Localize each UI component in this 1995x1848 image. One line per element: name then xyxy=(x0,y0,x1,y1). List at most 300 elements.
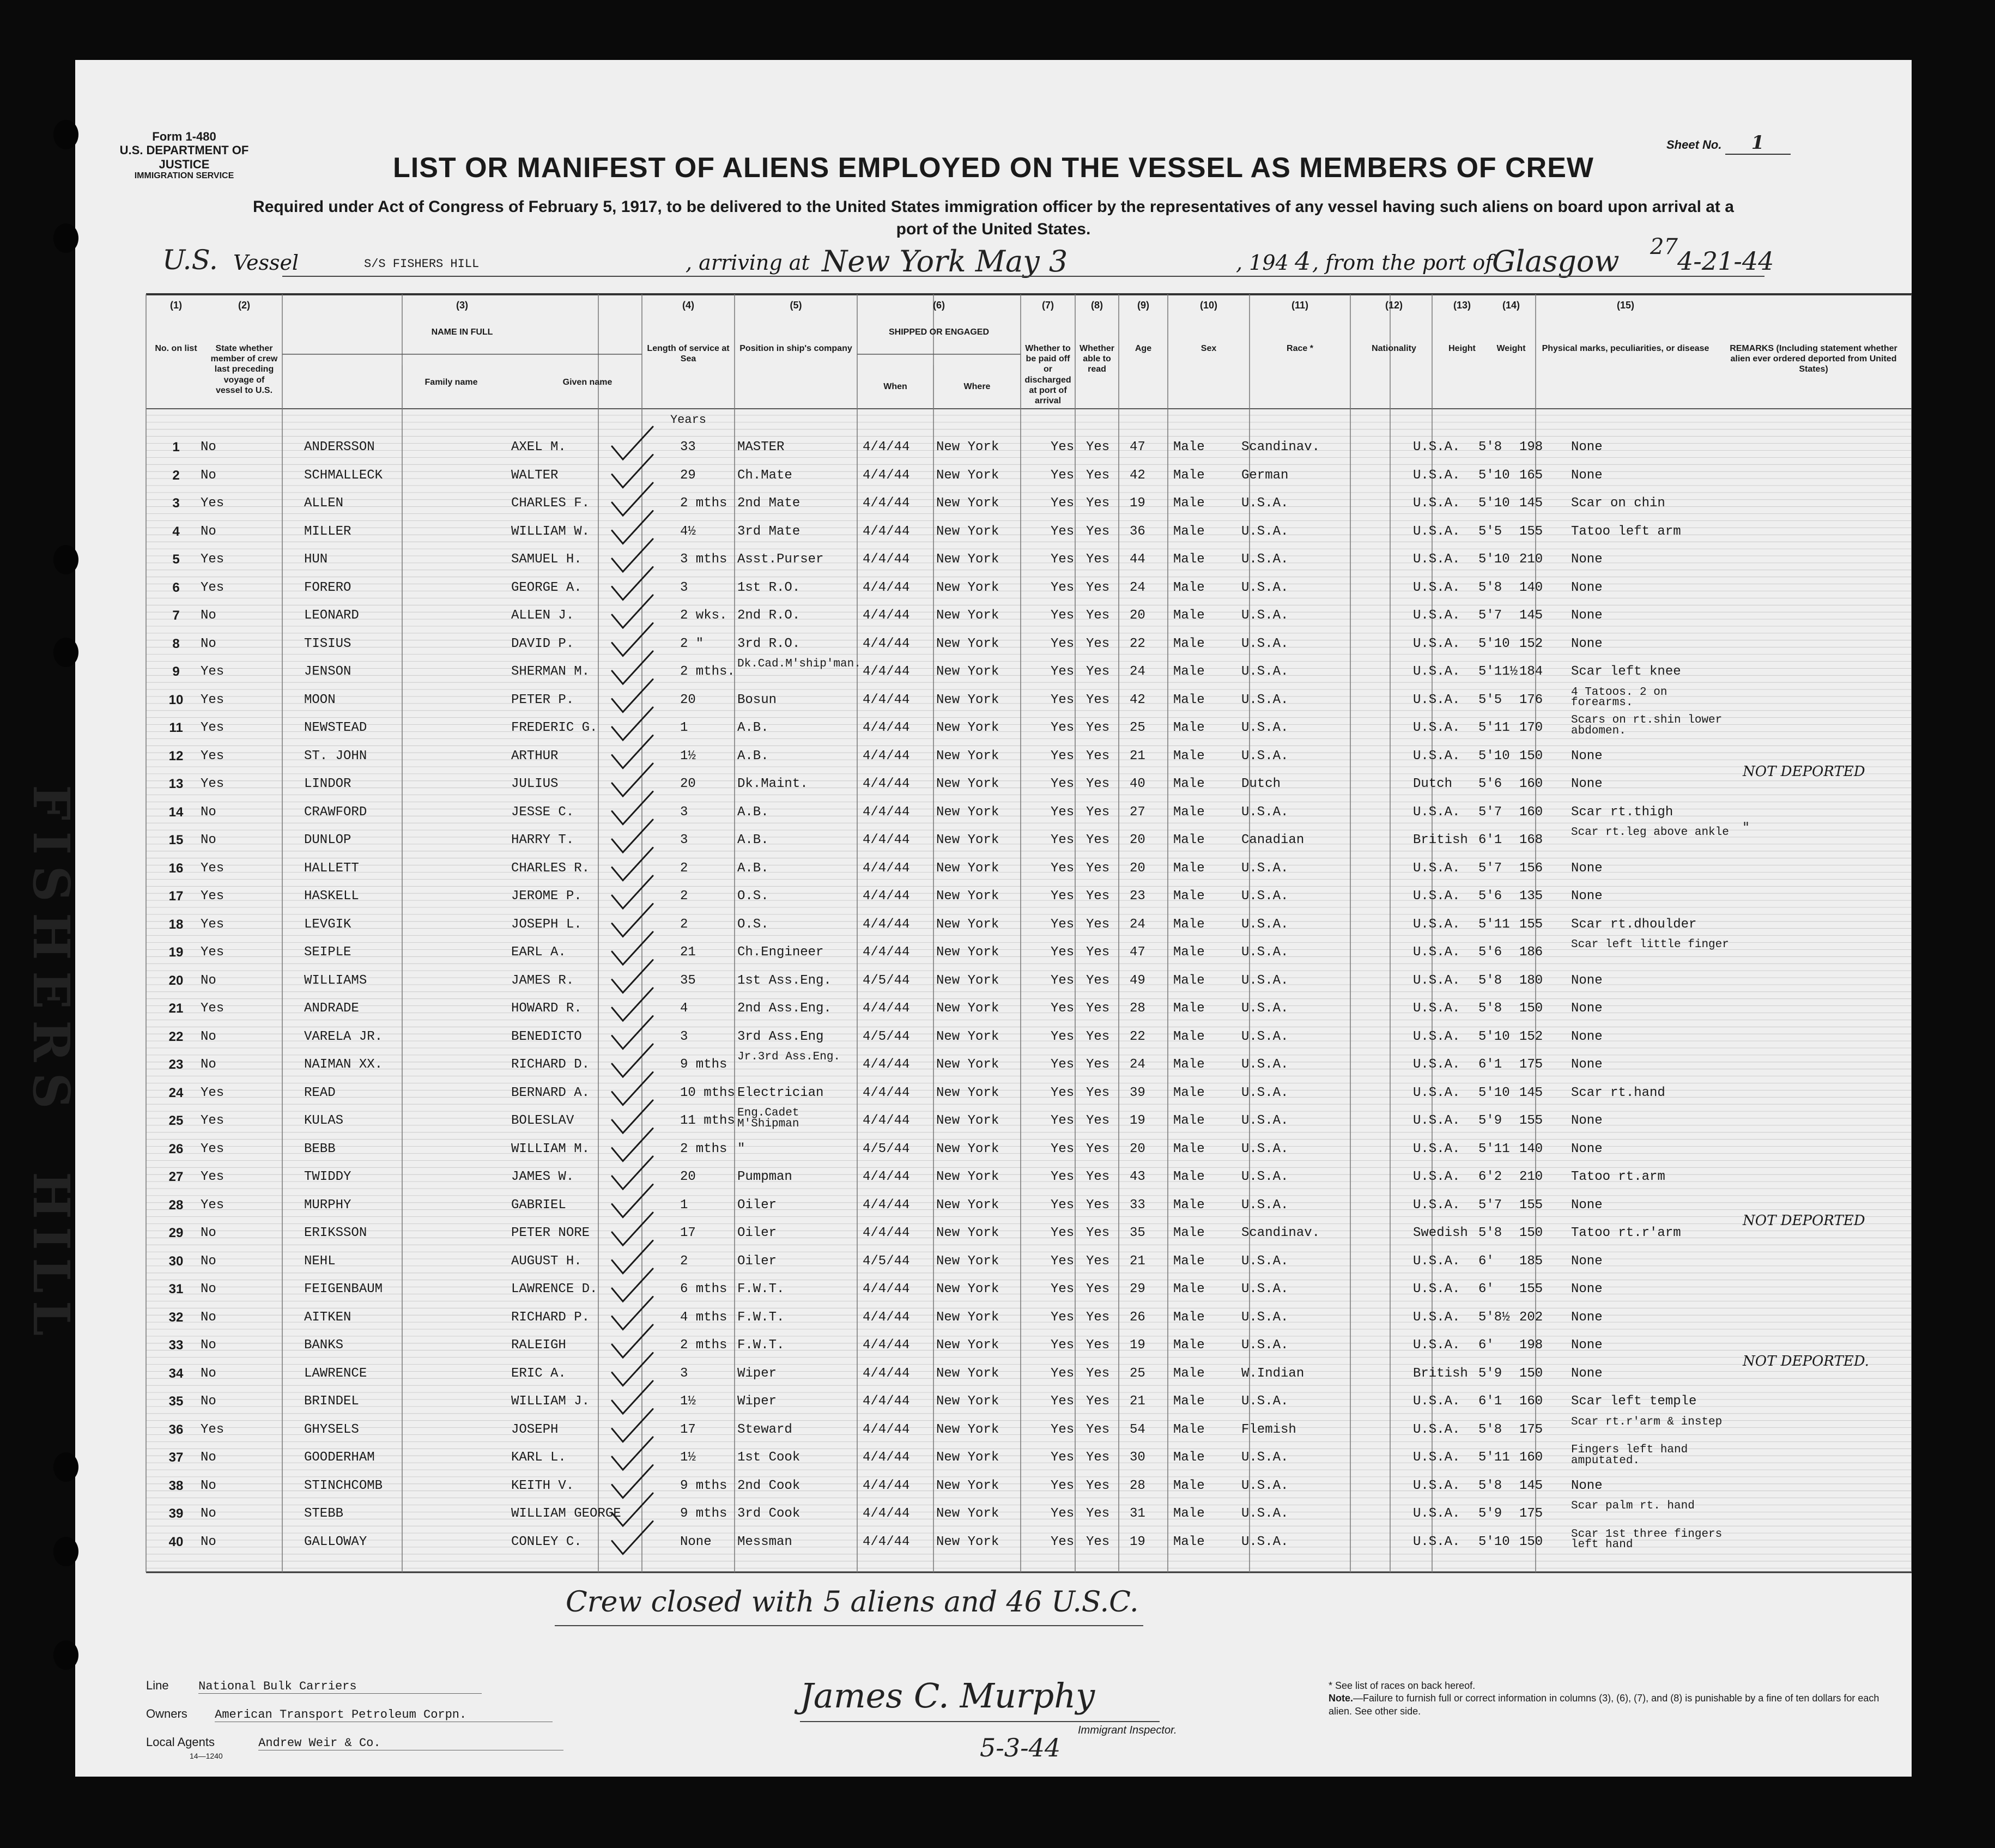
physical-marks: Scar 1st three fingers left hand xyxy=(1571,1528,1723,1552)
sheet-label: Sheet No. xyxy=(1666,138,1722,152)
nationality: U.S.A. xyxy=(1413,1170,1460,1184)
row-number: 37 xyxy=(168,1450,184,1465)
paid-off: Yes xyxy=(1051,1085,1075,1100)
shipped-when: 4/4/44 xyxy=(863,1170,910,1184)
service-length: 2 " xyxy=(680,636,704,651)
column-number: (6) xyxy=(933,300,945,311)
prev-voyage: Yes xyxy=(201,861,225,876)
row-number: 17 xyxy=(168,889,184,904)
physical-marks: Scar left knee xyxy=(1571,664,1681,679)
height: 5'9 xyxy=(1478,1113,1502,1128)
shipped-when: 4/4/44 xyxy=(863,1085,910,1100)
sex: Male xyxy=(1173,1197,1205,1213)
service-length: 4 mths xyxy=(680,1310,727,1325)
shipped-when: 4/4/44 xyxy=(863,720,910,735)
sex: Male xyxy=(1173,1310,1205,1325)
agents-field xyxy=(146,1735,563,1750)
shipped-where: New York xyxy=(936,1282,999,1296)
shipped-where: New York xyxy=(936,692,999,707)
age: 25 xyxy=(1130,1366,1145,1381)
age: 25 xyxy=(1130,720,1145,735)
prev-voyage: No xyxy=(201,804,216,820)
nationality: U.S.A. xyxy=(1413,973,1460,988)
paid-off: Yes xyxy=(1051,1282,1075,1296)
nationality: U.S.A. xyxy=(1413,580,1460,595)
given-name: JOSEPH xyxy=(511,1422,559,1437)
physical-marks: Scars on rt.shin lower abdomen. xyxy=(1571,714,1723,737)
weight: 184 xyxy=(1519,664,1543,679)
weight: 155 xyxy=(1519,1113,1543,1128)
family-name: MILLER xyxy=(304,524,351,539)
sex: Male xyxy=(1173,1534,1205,1549)
row-number: 40 xyxy=(168,1534,184,1549)
paid-off: Yes xyxy=(1051,1141,1075,1156)
paid-off: Yes xyxy=(1051,1029,1075,1044)
service-length: 20 xyxy=(680,777,696,791)
physical-marks: None xyxy=(1571,973,1603,988)
weight: 150 xyxy=(1519,1366,1543,1381)
service-length: 9 mths xyxy=(680,1478,727,1493)
given-name: CHARLES R. xyxy=(511,861,590,876)
shipped-where: New York xyxy=(936,720,999,735)
sex: Male xyxy=(1173,1394,1205,1409)
nationality: U.S.A. xyxy=(1413,1113,1460,1128)
check-mark xyxy=(612,988,653,1021)
able-to-read: Yes xyxy=(1086,748,1110,764)
service-length: 3 xyxy=(680,1366,688,1381)
physical-marks: None xyxy=(1571,1253,1603,1269)
row-number: 1 xyxy=(172,440,180,455)
able-to-read: Yes xyxy=(1086,496,1110,511)
shipped-where: New York xyxy=(936,833,999,847)
column-number: (4) xyxy=(682,300,694,311)
prev-voyage: Yes xyxy=(201,748,225,764)
height: 5'10 xyxy=(1478,496,1510,511)
physical-marks: Scar left little finger xyxy=(1571,938,1729,951)
check-mark xyxy=(612,595,653,628)
nationality: U.S.A. xyxy=(1413,524,1460,539)
position: Dk.Cad.M'ship'man. xyxy=(737,658,861,670)
position: F.W.T. xyxy=(737,1282,785,1296)
shipped-where: New York xyxy=(936,1170,999,1184)
shipped-when: 4/4/44 xyxy=(863,777,910,791)
service-length: 1 xyxy=(680,1197,688,1213)
position: Jr.3rd Ass.Eng. xyxy=(737,1051,841,1063)
shipped-when: 4/4/44 xyxy=(863,917,910,932)
check-mark xyxy=(612,960,653,993)
prev-voyage: No xyxy=(201,1450,216,1465)
race: U.S.A. xyxy=(1241,1450,1289,1465)
prev-voyage: No xyxy=(201,1057,216,1072)
service-length: 9 mths xyxy=(680,1506,727,1521)
row-number: 19 xyxy=(168,945,184,960)
column-header: NAME IN FULL xyxy=(431,328,493,337)
check-mark xyxy=(612,427,653,459)
row-number: 14 xyxy=(168,804,184,820)
row-number: 23 xyxy=(168,1057,184,1072)
port-date: 4-21-44 xyxy=(1677,246,1774,276)
prev-voyage: No xyxy=(201,1226,216,1240)
nationality: U.S.A. xyxy=(1413,664,1460,679)
service-length: 1½ xyxy=(680,748,696,764)
column-header: Nationality xyxy=(1372,344,1416,353)
paid-off: Yes xyxy=(1051,1197,1075,1213)
given-name: JESSE C. xyxy=(511,804,574,820)
shipped-when: 4/4/44 xyxy=(863,1366,910,1381)
family-name: SCHMALLECK xyxy=(304,468,383,483)
height: 5'5 xyxy=(1478,692,1502,707)
shipped-where: New York xyxy=(936,1085,999,1100)
shipped-when: 4/4/44 xyxy=(863,804,910,820)
check-mark xyxy=(612,483,653,516)
row-number: 16 xyxy=(168,861,184,876)
height: 5'10 xyxy=(1478,1085,1510,1100)
column-number: (14) xyxy=(1502,300,1520,311)
shipped-where: New York xyxy=(936,1310,999,1325)
nationality: U.S.A. xyxy=(1413,1310,1460,1325)
check-mark xyxy=(612,820,653,852)
service-length: 33 xyxy=(680,440,696,455)
weight: 150 xyxy=(1519,1534,1543,1549)
check-mark xyxy=(612,1269,653,1301)
column-header: Sex xyxy=(1200,344,1217,353)
weight: 152 xyxy=(1519,1029,1543,1044)
shipped-when: 4/4/44 xyxy=(863,1534,910,1549)
given-name: WILLIAM GEORGE xyxy=(511,1506,621,1521)
check-mark xyxy=(612,511,653,544)
service-length: 35 xyxy=(680,973,696,988)
age: 24 xyxy=(1130,1057,1145,1072)
paid-off: Yes xyxy=(1051,1506,1075,1521)
nationality: U.S.A. xyxy=(1413,552,1460,567)
race: W.Indian xyxy=(1241,1366,1305,1381)
family-name: READ xyxy=(304,1085,336,1100)
given-name: FREDERIC G. xyxy=(511,720,598,735)
given-name: RALEIGH xyxy=(511,1338,566,1353)
shipped-where: New York xyxy=(936,468,999,483)
able-to-read: Yes xyxy=(1086,1478,1110,1493)
remarks: " xyxy=(1743,820,1749,836)
family-name: KULAS xyxy=(304,1113,344,1128)
weight: 156 xyxy=(1519,861,1543,876)
prev-voyage: No xyxy=(201,1394,216,1409)
prev-voyage: Yes xyxy=(201,1001,225,1016)
service-length: 2 xyxy=(680,1253,688,1269)
height: 5'8 xyxy=(1478,1478,1502,1493)
nationality: U.S.A. xyxy=(1413,748,1460,764)
paid-off: Yes xyxy=(1051,1253,1075,1269)
height: 5'11 xyxy=(1478,917,1510,932)
sex: Male xyxy=(1173,664,1205,679)
shipped-when: 4/4/44 xyxy=(863,580,910,595)
able-to-read: Yes xyxy=(1086,889,1110,904)
physical-marks: None xyxy=(1571,1282,1603,1296)
shipped-where: New York xyxy=(936,861,999,876)
paid-off: Yes xyxy=(1051,664,1075,679)
prev-voyage: Yes xyxy=(201,552,225,567)
paid-off: Yes xyxy=(1051,973,1075,988)
height: 5'6 xyxy=(1478,945,1502,960)
given-name: JULIUS xyxy=(511,777,559,791)
weight: 160 xyxy=(1519,777,1543,791)
row-number: 15 xyxy=(168,833,184,847)
paid-off: Yes xyxy=(1051,861,1075,876)
age: 22 xyxy=(1130,636,1145,651)
nationality: U.S.A. xyxy=(1413,1338,1460,1353)
race: U.S.A. xyxy=(1241,1478,1289,1493)
service-length: 2 mths xyxy=(680,1141,727,1156)
age: 24 xyxy=(1130,580,1145,595)
nationality: U.S.A. xyxy=(1413,1282,1460,1296)
sex: Male xyxy=(1173,861,1205,876)
shipped-where: New York xyxy=(936,945,999,960)
family-name: JENSON xyxy=(304,664,351,679)
shipped-where: New York xyxy=(936,1394,999,1409)
sex: Male xyxy=(1173,1422,1205,1437)
weight: 140 xyxy=(1519,580,1543,595)
sex: Male xyxy=(1173,748,1205,764)
owners-field xyxy=(146,1707,553,1722)
shipped-when: 4/5/44 xyxy=(863,1141,910,1156)
position: A.B. xyxy=(737,748,769,764)
able-to-read: Yes xyxy=(1086,1450,1110,1465)
column-header: Whether to be paid off or discharged at port of arrival xyxy=(1024,344,1071,405)
position: 3rd Ass.Eng xyxy=(737,1029,824,1044)
check-mark xyxy=(612,1073,653,1105)
column-number: (8) xyxy=(1091,300,1103,311)
prev-voyage: No xyxy=(201,973,216,988)
age: 21 xyxy=(1130,1394,1145,1409)
weight: 140 xyxy=(1519,1141,1543,1156)
sex: Male xyxy=(1173,1170,1205,1184)
weight: 186 xyxy=(1519,945,1543,960)
position: Wiper xyxy=(737,1366,777,1381)
height: 5'7 xyxy=(1478,608,1502,623)
race: U.S.A. xyxy=(1241,1338,1289,1353)
height: 5'7 xyxy=(1478,1197,1502,1213)
weight: 135 xyxy=(1519,889,1543,904)
service-length: 3 xyxy=(680,1029,688,1044)
prev-voyage: Yes xyxy=(201,580,225,595)
height: 5'8 xyxy=(1478,1422,1502,1437)
height: 6' xyxy=(1478,1282,1494,1296)
prev-voyage: Yes xyxy=(201,720,225,735)
able-to-read: Yes xyxy=(1086,1001,1110,1016)
paid-off: Yes xyxy=(1051,580,1075,595)
given-name: ERIC A. xyxy=(511,1366,566,1381)
shipped-where: New York xyxy=(936,889,999,904)
shipped-where: New York xyxy=(936,973,999,988)
age: 54 xyxy=(1130,1422,1145,1437)
given-name: JOSEPH L. xyxy=(511,917,582,932)
row-number: 29 xyxy=(168,1226,184,1240)
age: 42 xyxy=(1130,692,1145,707)
prev-voyage: No xyxy=(201,1282,216,1296)
arriving-value: New York May 3 xyxy=(822,244,1068,278)
column-header: State whether member of crew last preceding voyage of vessel to U.S. xyxy=(210,344,278,395)
prev-voyage: No xyxy=(201,1478,216,1493)
shipped-when: 4/4/44 xyxy=(863,1197,910,1213)
check-mark xyxy=(612,1156,653,1189)
family-name: AITKEN xyxy=(304,1310,351,1325)
position: O.S. xyxy=(737,917,769,932)
height: 5'8 xyxy=(1478,1001,1502,1016)
position: Asst.Purser xyxy=(737,552,824,567)
sex: Male xyxy=(1173,1253,1205,1269)
row-number: 2 xyxy=(172,468,180,483)
row-number: 9 xyxy=(172,664,180,679)
prev-voyage: No xyxy=(201,636,216,651)
nationality: U.S.A. xyxy=(1413,861,1460,876)
races-note: * See list of races on back hereof. xyxy=(1329,1680,1476,1691)
check-mark xyxy=(612,932,653,965)
remarks: NOT DEPORTED. xyxy=(1743,1353,1869,1370)
year-label: , 194 xyxy=(1236,251,1289,275)
weight: 145 xyxy=(1519,608,1543,623)
family-name: LINDOR xyxy=(304,777,351,791)
age: 28 xyxy=(1130,1478,1145,1493)
able-to-read: Yes xyxy=(1086,1534,1110,1549)
age: 21 xyxy=(1130,748,1145,764)
prev-voyage: Yes xyxy=(201,1113,225,1128)
physical-marks: None xyxy=(1571,777,1603,791)
age: 30 xyxy=(1130,1450,1145,1465)
service-length: 2 mths. xyxy=(680,664,735,679)
row-number: 30 xyxy=(168,1253,184,1269)
shipped-where: New York xyxy=(936,804,999,820)
race: U.S.A. xyxy=(1241,973,1289,988)
given-name: JEROME P. xyxy=(511,889,582,904)
able-to-read: Yes xyxy=(1086,580,1110,595)
shipped-when: 4/4/44 xyxy=(863,1310,910,1325)
able-to-read: Yes xyxy=(1086,1141,1110,1156)
year-value: 4 xyxy=(1295,246,1311,276)
column-number: (15) xyxy=(1616,300,1634,311)
family-name: LEONARD xyxy=(304,608,359,623)
shipped-where: New York xyxy=(936,1113,999,1128)
race: Scandinav. xyxy=(1241,1226,1320,1240)
position: F.W.T. xyxy=(737,1338,785,1353)
given-name: PETER NORE xyxy=(511,1226,590,1240)
row-number: 35 xyxy=(168,1394,184,1409)
physical-marks: None xyxy=(1571,889,1603,904)
paid-off: Yes xyxy=(1051,636,1075,651)
check-mark xyxy=(612,1437,653,1470)
given-name: AXEL M. xyxy=(511,440,566,455)
vessel-label: Vessel xyxy=(233,251,299,275)
able-to-read: Yes xyxy=(1086,664,1110,679)
check-mark xyxy=(612,539,653,572)
remarks: NOT DEPORTED xyxy=(1743,1213,1865,1229)
prev-voyage: Yes xyxy=(201,1422,225,1437)
race: U.S.A. xyxy=(1241,1310,1289,1325)
family-name: MURPHY xyxy=(304,1197,351,1213)
shipped-when: 4/4/44 xyxy=(863,692,910,707)
position: Messman xyxy=(737,1534,792,1549)
race: U.S.A. xyxy=(1241,580,1289,595)
able-to-read: Yes xyxy=(1086,692,1110,707)
shipped-where: New York xyxy=(936,664,999,679)
row-number: 7 xyxy=(172,608,180,623)
race: U.S.A. xyxy=(1241,861,1289,876)
physical-marks: Scar rt.hand xyxy=(1571,1085,1665,1100)
position: 3rd Mate xyxy=(737,524,801,539)
height: 5'11 xyxy=(1478,720,1510,735)
weight: 176 xyxy=(1519,692,1543,707)
sex: Male xyxy=(1173,917,1205,932)
column-number: (12) xyxy=(1385,300,1403,311)
prev-voyage: No xyxy=(201,1029,216,1044)
nationality: U.S.A. xyxy=(1413,1085,1460,1100)
shipped-when: 4/4/44 xyxy=(863,833,910,847)
weight: 145 xyxy=(1519,1085,1543,1100)
prev-voyage: Yes xyxy=(201,496,225,511)
physical-marks: Tatoo rt.r'arm xyxy=(1571,1226,1681,1240)
physical-marks: None xyxy=(1571,1197,1603,1213)
height: 5'10 xyxy=(1478,1029,1510,1044)
shipped-where: New York xyxy=(936,1141,999,1156)
family-name: FORERO xyxy=(304,580,351,595)
able-to-read: Yes xyxy=(1086,1226,1110,1240)
shipped-where: New York xyxy=(936,748,999,764)
age: 28 xyxy=(1130,1001,1145,1016)
position: Eng.Cadet M'Shipman xyxy=(737,1107,799,1130)
prev-voyage: Yes xyxy=(201,664,225,679)
able-to-read: Yes xyxy=(1086,524,1110,539)
height: 5'7 xyxy=(1478,804,1502,820)
age: 19 xyxy=(1130,1534,1145,1549)
height: 5'8½ xyxy=(1478,1310,1510,1325)
shipped-where: New York xyxy=(936,1226,999,1240)
inspector-signature: James C. Murphy xyxy=(800,1676,1095,1716)
prev-voyage: No xyxy=(201,1338,216,1353)
prev-voyage: No xyxy=(201,833,216,847)
given-name: SHERMAN M. xyxy=(511,664,590,679)
physical-marks: None xyxy=(1571,552,1603,567)
height: 5'8 xyxy=(1478,1226,1502,1240)
given-name: KEITH V. xyxy=(511,1478,574,1493)
family-name: HUN xyxy=(304,552,328,567)
paid-off: Yes xyxy=(1051,1310,1075,1325)
age: 39 xyxy=(1130,1085,1145,1100)
race: U.S.A. xyxy=(1241,1085,1289,1100)
paid-off: Yes xyxy=(1051,552,1075,567)
age: 47 xyxy=(1130,440,1145,455)
physical-marks: None xyxy=(1571,580,1603,595)
from-label: , from the port of xyxy=(1312,251,1493,275)
race: U.S.A. xyxy=(1241,1253,1289,1269)
remarks: NOT DEPORTED xyxy=(1743,764,1865,780)
column-header: SHIPPED OR ENGAGED xyxy=(888,328,990,337)
able-to-read: Yes xyxy=(1086,1310,1110,1325)
race: Flemish xyxy=(1241,1422,1296,1437)
weight: 155 xyxy=(1519,1282,1543,1296)
height: 6' xyxy=(1478,1253,1494,1269)
physical-marks: Fingers left hand amputated. xyxy=(1571,1444,1688,1467)
shipped-when: 4/4/44 xyxy=(863,1282,910,1296)
position: A.B. xyxy=(737,804,769,820)
sex: Male xyxy=(1173,1141,1205,1156)
physical-marks: None xyxy=(1571,1057,1603,1072)
able-to-read: Yes xyxy=(1086,608,1110,623)
shipped-when: 4/4/44 xyxy=(863,1506,910,1521)
age: 22 xyxy=(1130,1029,1145,1044)
weight: 145 xyxy=(1519,1478,1543,1493)
check-marks xyxy=(75,60,1912,1777)
nationality: U.S.A. xyxy=(1413,1506,1460,1521)
height: 5'11½ xyxy=(1478,664,1518,679)
position: A.B. xyxy=(737,720,769,735)
